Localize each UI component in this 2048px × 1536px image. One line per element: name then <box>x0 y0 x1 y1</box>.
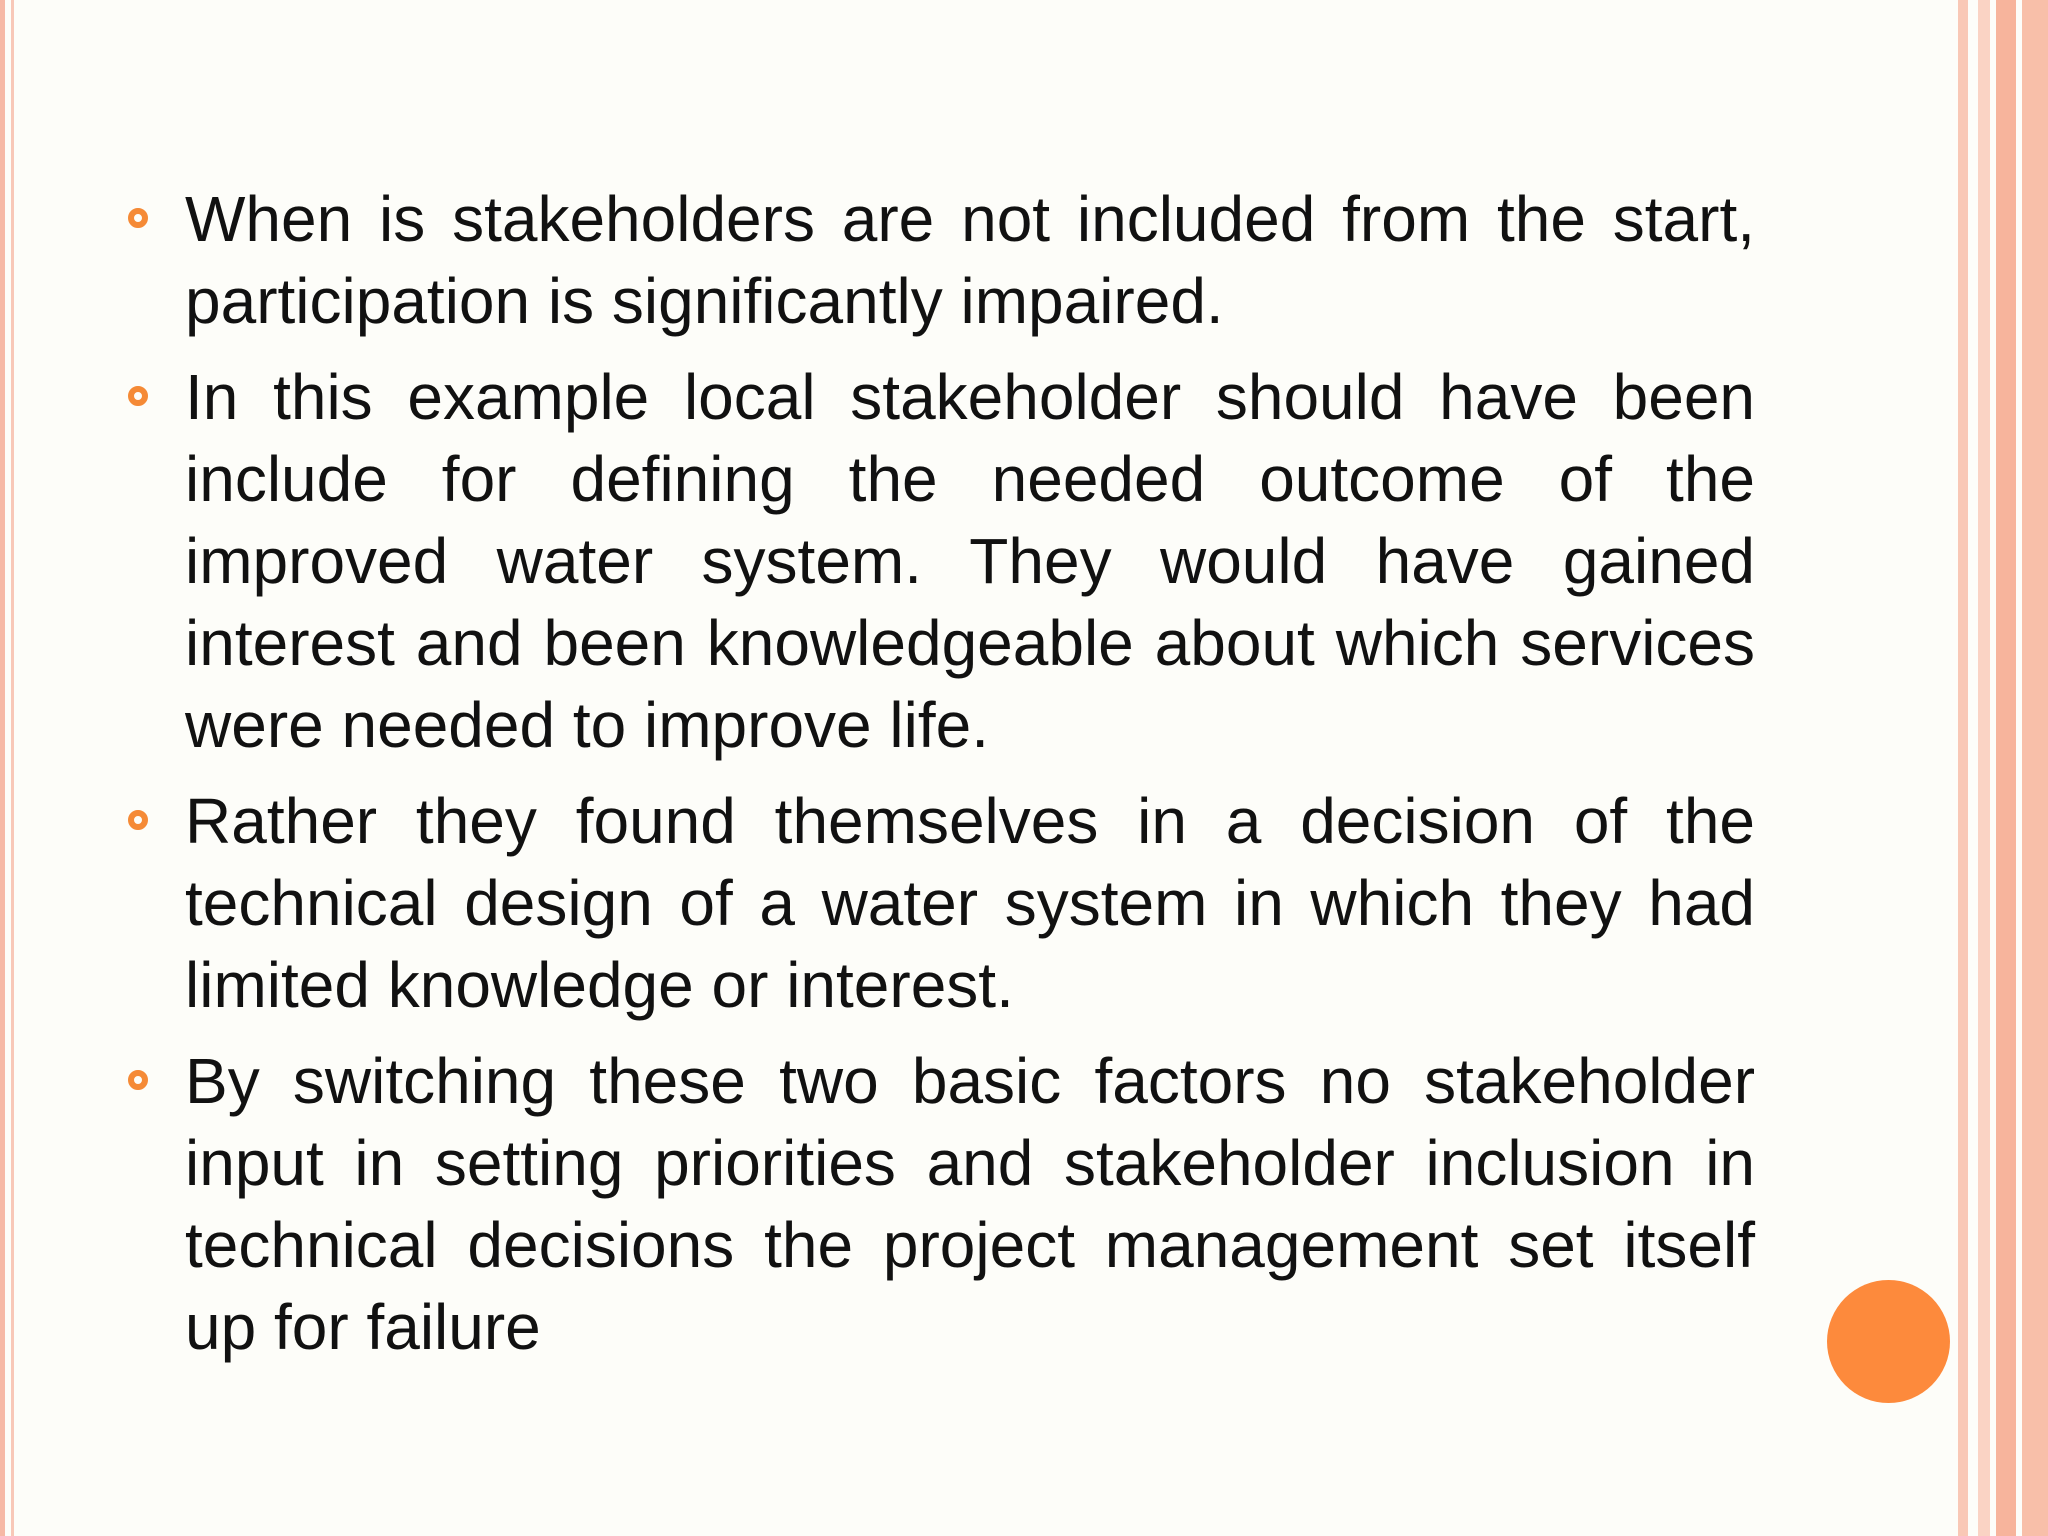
hollow-circle-bullet-icon <box>128 810 148 830</box>
left-border-stripe <box>11 0 14 1536</box>
right-border-stripe <box>1996 0 2016 1536</box>
right-border-stripe <box>1978 0 1990 1536</box>
bullet-text: In this example local stakeholder should have been include for defining the needed outcome of the improved water system. They would have gained interest and been knowledgeable about which services were needed to improve life. <box>185 361 1755 761</box>
left-border-stripe <box>0 0 5 1536</box>
right-border-stripe <box>1958 0 1968 1536</box>
bullet-list <box>125 178 1755 1382</box>
bullet-item <box>125 780 1755 1026</box>
hollow-circle-bullet-icon <box>128 386 148 406</box>
bullet-item <box>125 178 1755 342</box>
orange-circle-decoration <box>1827 1280 1950 1403</box>
hollow-circle-bullet-icon <box>128 1070 148 1090</box>
bullet-text: When is stakeholders are not included from the start, participation is significantly impaired. <box>185 183 1755 337</box>
bullet-item <box>125 356 1755 766</box>
bullet-text: Rather they found themselves in a decision of the technical design of a water system in which they had limited knowledge or interest. <box>185 785 1755 1021</box>
right-border-stripe <box>2022 0 2048 1536</box>
hollow-circle-bullet-icon <box>128 208 148 228</box>
bullet-item <box>125 1040 1755 1368</box>
bullet-text: By switching these two basic factors no stakeholder input in setting priorities and stakeholder inclusion in technical decisions the project management set itself up for failure <box>185 1045 1755 1363</box>
